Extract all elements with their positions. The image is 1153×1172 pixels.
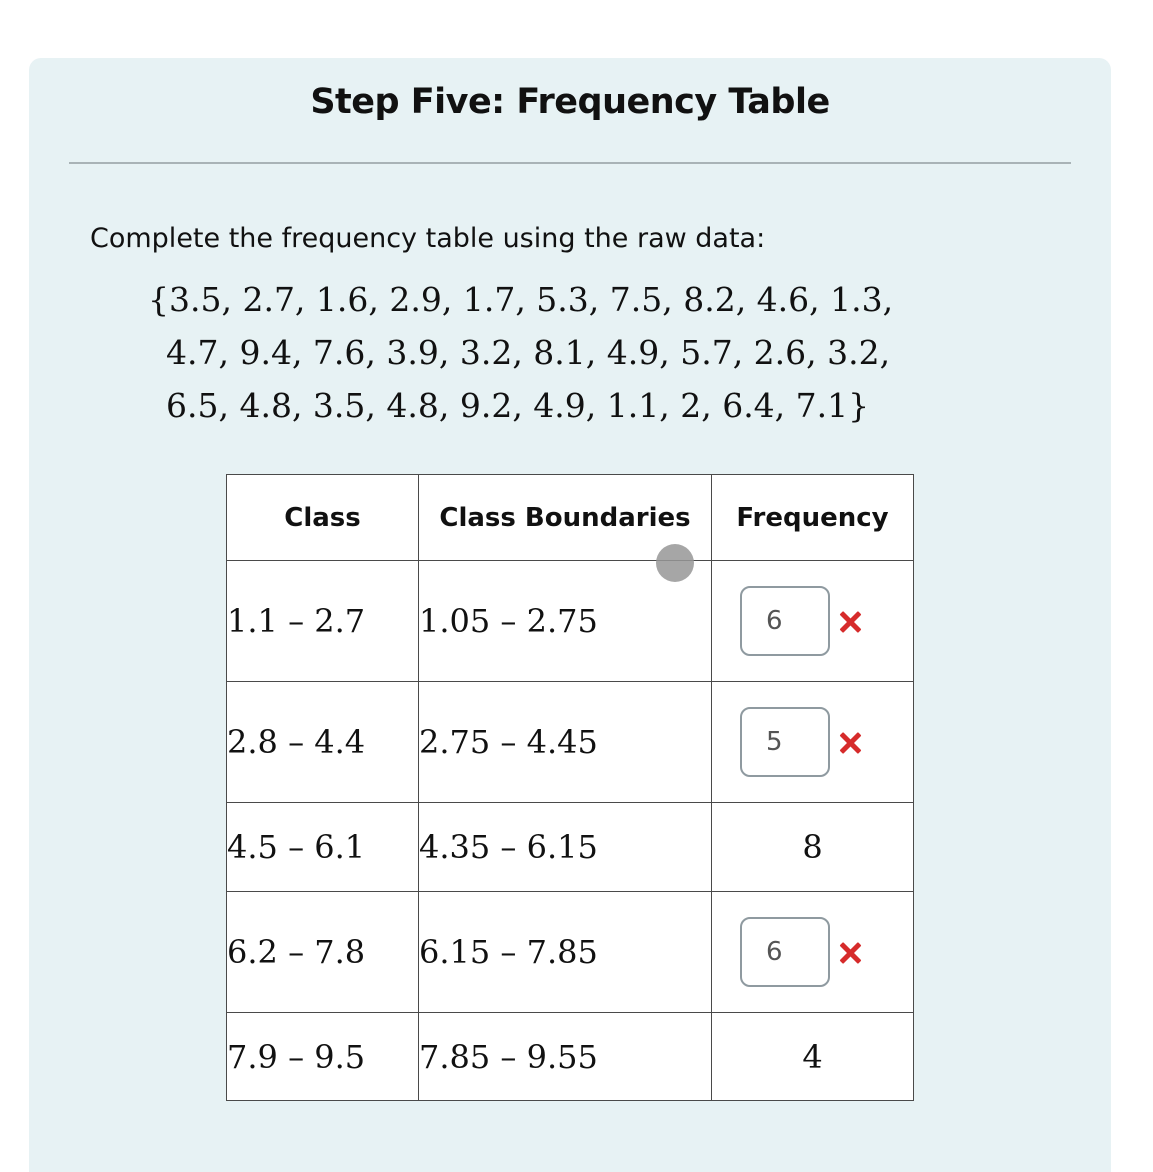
instruction-text: Complete the frequency table using the raw data:: [90, 223, 766, 254]
frequency-value: 4: [712, 1013, 914, 1101]
boundaries-cell: 4.35 – 6.15: [419, 803, 712, 892]
boundaries-cell: 7.85 – 9.55: [419, 1013, 712, 1101]
table-row: [227, 682, 914, 803]
table-row: [227, 1013, 914, 1101]
incorrect-x-icon: [839, 731, 861, 753]
boundaries-cell: 6.15 – 7.85: [419, 892, 712, 1013]
frequency-cell: [712, 561, 914, 682]
incorrect-x-icon: [839, 610, 861, 632]
table-header-row: [227, 475, 914, 561]
class-cell: 1.1 – 2.7: [227, 561, 419, 682]
frequency-input[interactable]: [740, 586, 830, 656]
header-class: Class: [227, 475, 419, 561]
class-cell: 7.9 – 9.5: [227, 1013, 419, 1101]
frequency-cell: [712, 682, 914, 803]
title-divider: [69, 162, 1071, 164]
header-frequency: Frequency: [712, 475, 914, 561]
boundaries-cell: 1.05 – 2.75: [419, 561, 712, 682]
page-title: Step Five: Frequency Table: [310, 82, 830, 122]
table-row: [227, 803, 914, 892]
boundaries-cell: 2.75 – 4.45: [419, 682, 712, 803]
class-cell: 2.8 – 4.4: [227, 682, 419, 803]
incorrect-x-icon: [839, 941, 861, 963]
frequency-input[interactable]: [740, 707, 830, 777]
frequency-cell: [712, 892, 914, 1013]
frequency-table: [226, 474, 914, 1101]
raw-data-line-3: 6.5, 4.8, 3.5, 4.8, 9.2, 4.9, 1.1, 2, 6.4, 7.1}: [166, 386, 870, 425]
class-cell: 4.5 – 6.1: [227, 803, 419, 892]
table-row: [227, 561, 914, 682]
table-row: [227, 892, 914, 1013]
raw-data-line-2: 4.7, 9.4, 7.6, 3.9, 3.2, 8.1, 4.9, 5.7, 2.6, 3.2,: [166, 333, 891, 372]
header-class-boundaries: Class Boundaries: [419, 475, 712, 561]
frequency-input[interactable]: [740, 917, 830, 987]
touch-cursor: [656, 544, 694, 582]
raw-data-line-1: {3.5, 2.7, 1.6, 2.9, 1.7, 5.3, 7.5, 8.2, 4.6, 1.3,: [148, 280, 894, 319]
frequency-value: 8: [712, 803, 914, 892]
class-cell: 6.2 – 7.8: [227, 892, 419, 1013]
